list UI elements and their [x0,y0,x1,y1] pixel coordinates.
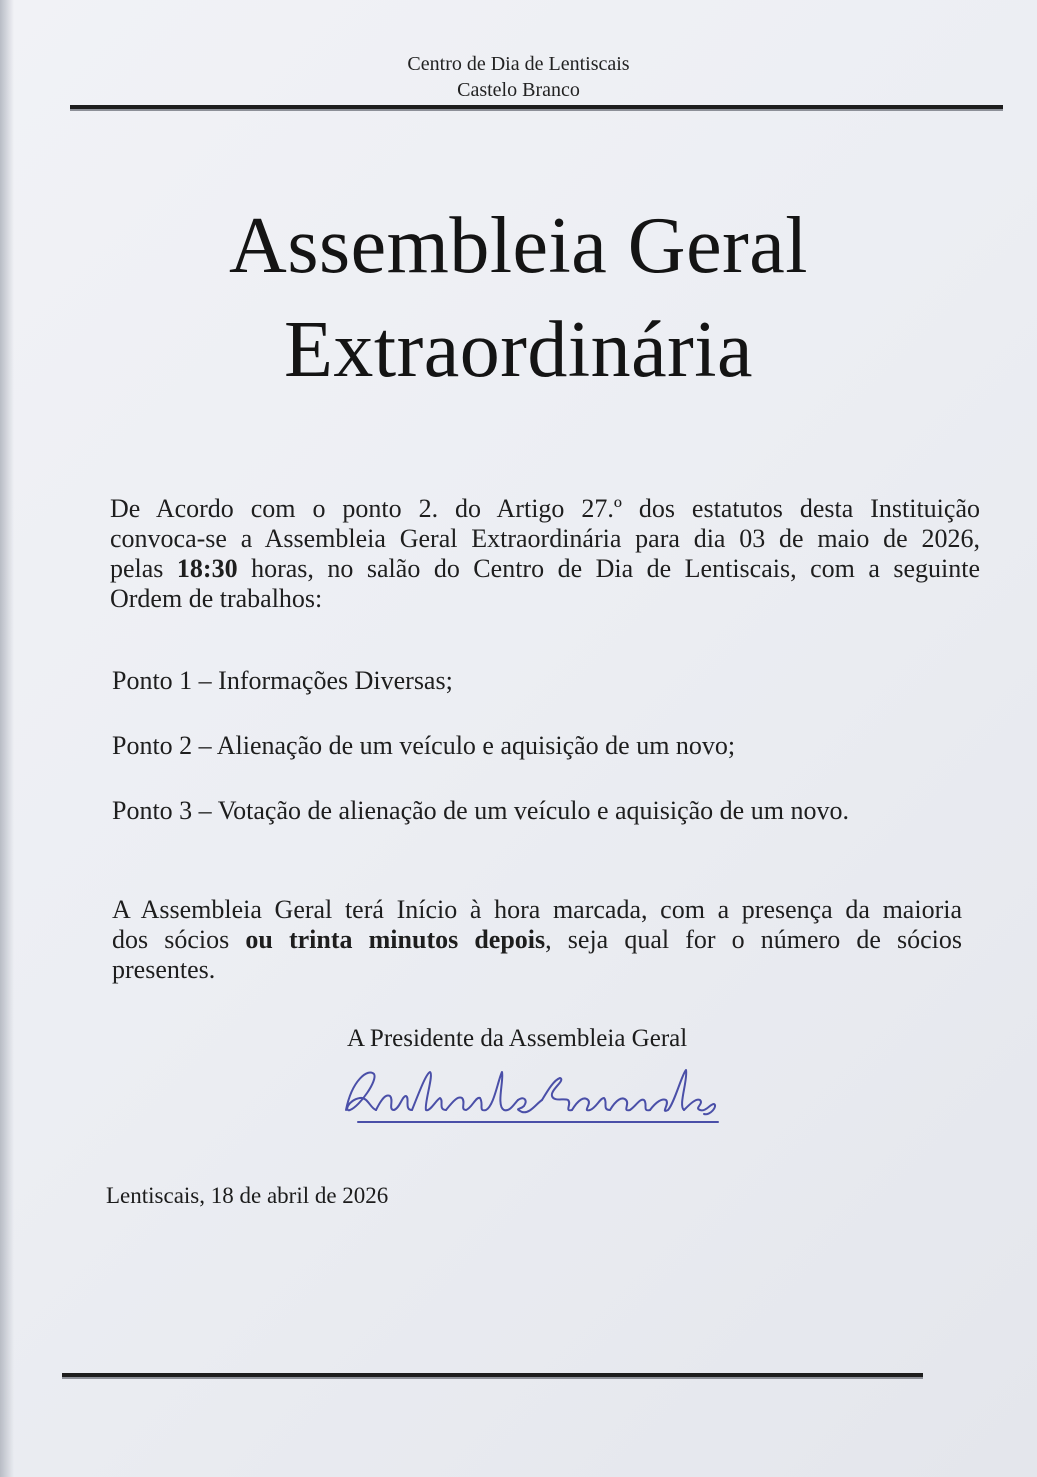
signer-role: A Presidente da Assembleia Geral [347,1025,688,1052]
bottom-rule [62,1373,923,1377]
intro-line-3 [110,554,980,584]
notice-line-2-after: , seja qual for o número de sócios [545,925,963,954]
meeting-time: 18:30 [176,554,238,583]
place-and-date: Lentiscais, 18 de abril de 2026 [106,1183,389,1208]
header-institution: Centro de Dia de Lentiscais [407,53,630,75]
intro-line-2: convoca-se a Assembleia Geral Extraordinária para dia 03 de maio de 2026, [110,524,980,553]
notice-bold-phrase: ou trinta minutos depois [245,925,546,954]
agenda-item-3: Ponto 3 – Votação de alienação de um veículo e aquisição de um novo. [112,796,849,825]
notice-line-3: presentes. [112,955,216,984]
notice-line-2-before: dos sócios [112,925,230,954]
title-line-1: Assembleia Geral [229,202,808,290]
title-line-2: Extraordinária [284,306,753,394]
agenda-item-2: Ponto 2 – Alienação de um veículo e aquisição de um novo; [112,731,736,760]
header-location: Castelo Branco [457,79,580,101]
notice-line-1: A Assembleia Geral terá Início à hora marcada, com a presença da maioria [112,895,962,924]
notice-line-2 [112,925,962,955]
notice-paragraph [112,895,962,985]
top-rule [70,105,1003,109]
intro-line-1: De Acordo com o ponto 2. do Artigo 27.º dos estatutos desta Instituição [110,494,980,523]
intro-paragraph [110,494,980,614]
intro-line-3-after: horas, no salão do Centro de Dia de Lentiscais, com a seguinte [251,554,981,583]
agenda-item-1: Ponto 1 – Informações Diversas; [112,666,453,695]
intro-line-4: Ordem de trabalhos: [110,584,323,613]
intro-line-3-before: pelas [110,554,164,583]
handwritten-signature [338,1060,728,1132]
